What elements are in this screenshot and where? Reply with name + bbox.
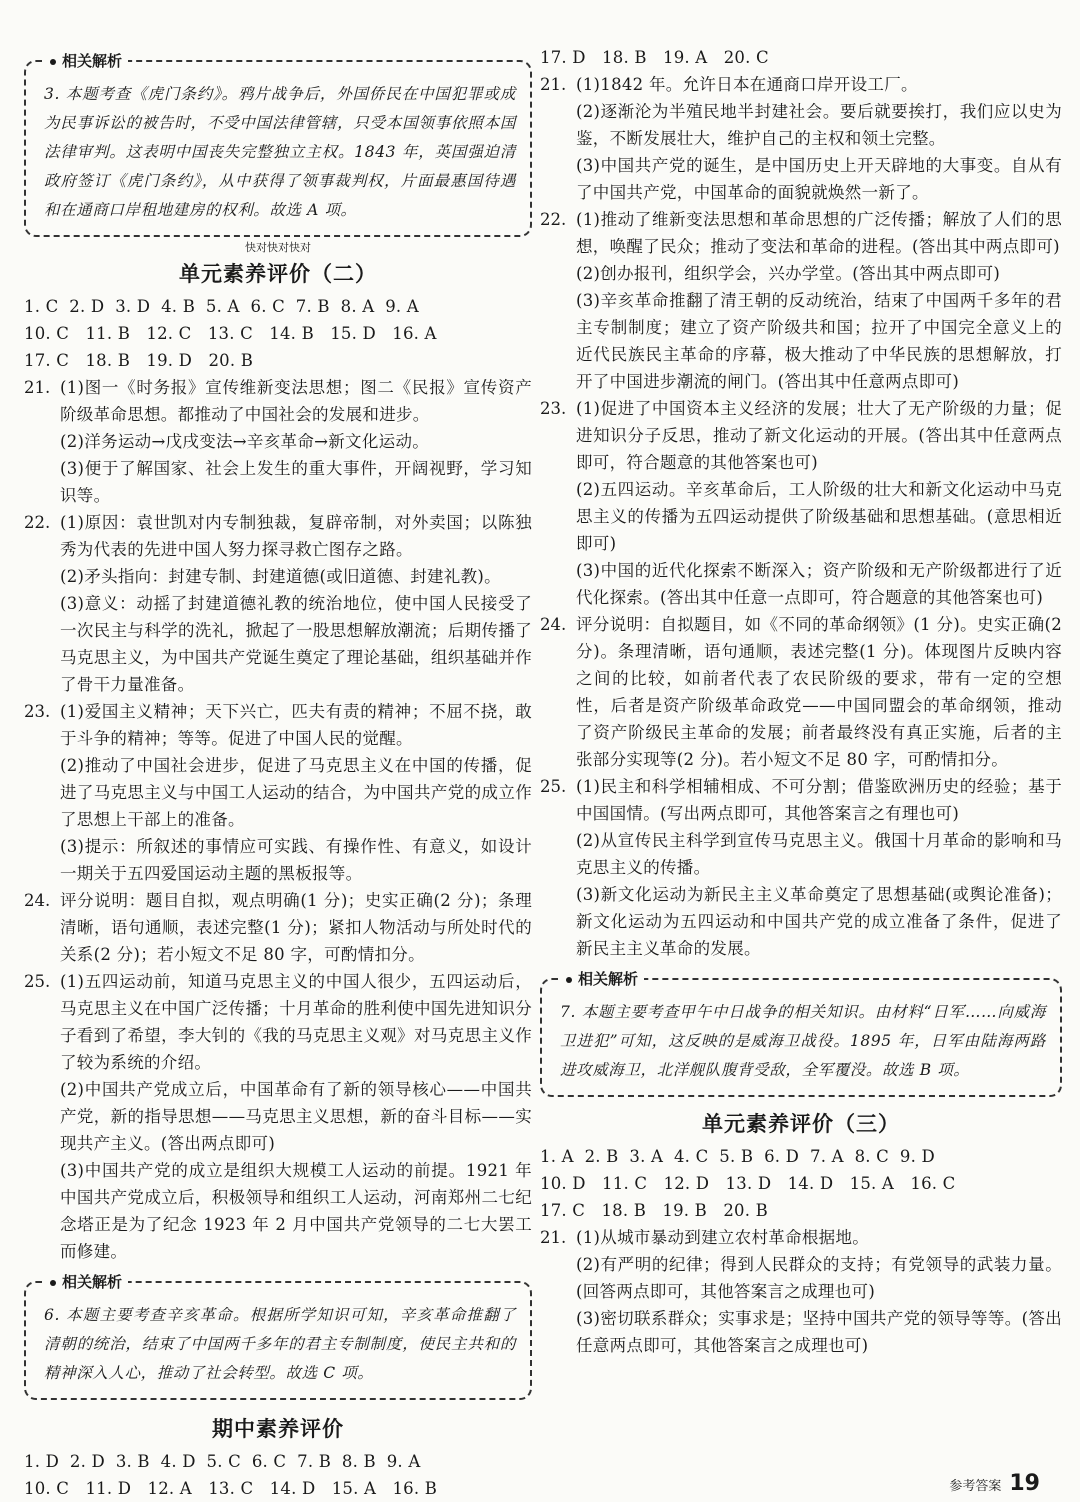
answer-item bbox=[540, 71, 1062, 206]
answer-body bbox=[576, 611, 1062, 773]
section-title-2: 单元素养评价（二） bbox=[179, 262, 377, 286]
analysis-text: 3. 本题考查《虎门条约》。鸦片战争后，外国侨民在中国犯罪或成为民事诉讼的被告时，不受中国法律管辖，只受本国领事依照本国法律审判。这表明中国丧失完整独立主权。1843 年，英国强迫清政府签订《虎门条约》，从中获得了领事裁判权，片面最惠国待遇和在通商口岸租地建房的权利。故选 A 项。 bbox=[44, 85, 516, 219]
mc-line: 1. D 2. D 3. B 4. D 5. C 6. C 7. B 8. B 9. A bbox=[24, 1452, 421, 1471]
question-number: 21. bbox=[540, 75, 567, 94]
answer-line: (2)五四运动。辛亥革命后，工人阶级的壮大和新文化运动中马克思主义的传播为五四运动提供了阶级基础和思想基础。(意思相近即可) bbox=[576, 480, 1062, 553]
mc-line: 10. C 11. D 12. A 13. C 14. D 15. A 16. B bbox=[24, 1479, 438, 1498]
question-number: 22. bbox=[540, 210, 567, 229]
question-number: 23. bbox=[540, 399, 567, 418]
question-number: 21. bbox=[540, 1228, 567, 1247]
answers-list-right bbox=[540, 71, 1062, 962]
answer-line: (1)原因：袁世凯对内专制独裁，复辟帝制，对外卖国；以陈独秀为代表的先进中国人努力探寻救亡图存之路。 bbox=[60, 513, 532, 559]
question-number: 25. bbox=[540, 777, 567, 796]
section-title-3: 单元素养评价（三） bbox=[702, 1112, 900, 1136]
answer-line: (1)五四运动前，知道马克思主义的中国人很少，五四运动后，马克思主义在中国广泛传播；十月革命的胜利使中国先进知识分子看到了希望，李大钊的《我的马克思主义观》对马克思主义作了较为系统的介绍。 bbox=[60, 972, 532, 1072]
answer-line: (3)中国共产党的诞生，是中国历史上开天辟地的大事变。自从有了中国共产党，中国革命的面貌就焕然一新了。 bbox=[576, 156, 1062, 202]
answer-line: (2)有严明的纪律；得到人民群众的支持；有党领导的武装力量。(回答两点即可，其他答案言之成理也可) bbox=[576, 1255, 1062, 1301]
answer-line: (3)辛亥革命推翻了清王朝的反动统治，结束了中国两千多年的君主专制制度；建立了资产阶级共和国；拉开了中国完全意义上的近代民族民主革命的序幕，极大推动了中华民族的思想解放，打开了中国进步潮流的闸门。(答出其中任意两点即可) bbox=[576, 291, 1062, 391]
answer-body bbox=[576, 206, 1062, 395]
mc-line: 1. A 2. B 3. A 4. C 5. B 6. D 7. A 8. C 9. D bbox=[540, 1147, 935, 1166]
question-number: 25. bbox=[24, 972, 51, 991]
answer-line: (1)促进了中国资本主义经济的发展；壮大了无产阶级的力量；促进知识分子反思，推动了新文化运动的开展。(答出其中任意两点即可，符合题意的其他答案也可) bbox=[576, 399, 1062, 472]
answer-body bbox=[576, 1224, 1062, 1359]
answer-body bbox=[576, 71, 1062, 206]
answer-line: (2)创办报刊，组织学会，兴办学堂。(答出其中两点即可) bbox=[576, 264, 1001, 283]
answer-line: (2)从宣传民主科学到宣传马克思主义。俄国十月革命的影响和马克思主义的传播。 bbox=[576, 831, 1062, 877]
answer-line: 评分说明：题目自拟，观点明确(1 分)；史实正确(2 分)；条理清晰，语句通顺，表述完整(1 分)；紧扣人物活动与所处时代的关系(2 分)；若小短文不足 80 字，可酌情扣分。 bbox=[60, 891, 532, 964]
answer-body bbox=[60, 698, 532, 887]
answer-line: (1)1842 年。允许日本在通商口岸开设工厂。 bbox=[576, 75, 918, 94]
mc-line: 17. C 18. B 19. B 20. B bbox=[540, 1201, 768, 1220]
answers-list-3 bbox=[540, 1224, 1062, 1359]
answer-item bbox=[24, 509, 532, 698]
answer-body bbox=[576, 395, 1062, 611]
answers-list-2 bbox=[24, 374, 532, 1265]
answer-line: (3)密切联系群众；实事求是；坚持中国共产党的领导等等。(答出任意两点即可，其他答案言之成理也可) bbox=[576, 1309, 1062, 1355]
question-number: 24. bbox=[24, 891, 51, 910]
mc-answers-midterm bbox=[24, 1448, 532, 1502]
stamp-text: 快对快对快对 bbox=[245, 241, 311, 254]
answer-body bbox=[60, 374, 532, 509]
mc-answers-3 bbox=[540, 1143, 1062, 1224]
answer-line: (3)中国共产党的成立是组织大规模工人运动的前提。1921 年中国共产党成立后，积极领导和组织工人运动，河南郑州二七纪念塔正是为了纪念 1923 年 2 月中国共产党领导的二七大罢工而修建。 bbox=[60, 1161, 532, 1261]
answer-line: (1)推动了维新变法思想和革命思想的广泛传播；解放了人们的思想，唤醒了民众；推动了变法和革命的进程。(答出其中两点即可) bbox=[576, 210, 1062, 256]
mc-line: 17. D 18. B 19. A 20. C bbox=[540, 48, 769, 67]
footer-label: 参考答案 bbox=[949, 1479, 1002, 1494]
answer-line: 评分说明：自拟题目，如《不同的革命纲领》(1 分)。史实正确(2 分)。条理清晰，语句通顺，表述完整(1 分)。体现图片反映内容之间的比较，如前者代表了农民阶级的要求，带有一定的空想性，后者是资产阶级革命政党——中国同盟会的革命纲领，推动了资产阶级民主革命的发展；前者最终没有真正实施，后者的主张部分实现等(2 分)。若小短文不足 80 字，可酌情扣分。 bbox=[576, 615, 1062, 769]
analysis-label: 相关解析 bbox=[560, 968, 644, 990]
bullet-icon bbox=[50, 59, 56, 65]
analysis-text: 7. 本题主要考查甲午中日战争的相关知识。由材料“日军……向威海卫进犯”可知，这反映的是威海卫战役。1895 年，日军由陆海两路进攻威海卫，北洋舰队腹背受敌，全军覆没。故选 B 项。 bbox=[560, 1003, 1046, 1079]
mc-answers-2 bbox=[24, 293, 532, 374]
mc-line: 10. D 11. C 12. D 13. D 14. D 15. A 16. C bbox=[540, 1174, 956, 1193]
answer-line: (1)民主和科学相辅相成、不可分割；借鉴欧洲历史的经验；基于中国国情。(写出两点即可，其他答案言之有理也可) bbox=[576, 777, 1062, 823]
page-footer bbox=[949, 1471, 1040, 1496]
question-number: 21. bbox=[24, 378, 51, 397]
answer-line: (3)中国的近代化探索不断深入；资产阶级和无产阶级都进行了近代化探索。(答出其中任意一点即可，符合题意的其他答案也可) bbox=[576, 561, 1062, 607]
page-number: 19 bbox=[1009, 1471, 1040, 1496]
answer-body bbox=[60, 968, 532, 1265]
answer-item bbox=[540, 395, 1062, 611]
answer-line: (2)推动了中国社会进步，促进了马克思主义在中国的传播，促进了马克思主义与中国工人运动的结合，为中国共产党的成立作了思想上干部上的准备。 bbox=[60, 756, 532, 829]
answer-line: (2)矛头指向：封建专制、封建道德(或旧道德、封建礼教)。 bbox=[60, 567, 501, 586]
left-column bbox=[24, 48, 532, 1502]
analysis-box-1 bbox=[24, 52, 532, 237]
answer-item bbox=[540, 773, 1062, 962]
answer-line: (1)从城市暴动到建立农村革命根据地。 bbox=[576, 1228, 870, 1247]
bullet-icon bbox=[50, 1280, 56, 1286]
analysis-label: 相关解析 bbox=[44, 1271, 128, 1293]
answer-item bbox=[540, 611, 1062, 773]
mc-line: 10. C 11. B 12. C 13. C 14. B 15. D 16. A bbox=[24, 324, 437, 343]
answer-item bbox=[24, 968, 532, 1265]
mc-line: 1. C 2. D 3. D 4. B 5. A 6. C 7. B 8. A 9. A bbox=[24, 297, 419, 316]
mc-line: 17. C 18. B 19. D 20. B bbox=[24, 351, 254, 370]
analysis-box-2 bbox=[24, 1273, 532, 1400]
question-number: 23. bbox=[24, 702, 51, 721]
answer-line: (1)爱国主义精神；天下兴亡，匹夫有责的精神；不屈不挠，敢于斗争的精神；等等。促进了中国人民的觉醒。 bbox=[60, 702, 532, 748]
answer-line: (2)逐渐沦为半殖民地半封建社会。要后就要挨打，我们应以史为鉴，不断发展壮大，维护自己的主权和领土完整。 bbox=[576, 102, 1062, 148]
answer-item bbox=[24, 887, 532, 968]
answer-body bbox=[60, 887, 532, 968]
answer-line: (3)意义：动摇了封建道德礼教的统治地位，使中国人民接受了一次民主与科学的洗礼，掀起了一股思想解放潮流；后期传播了马克思主义，为中国共产党诞生奠定了理论基础，组织基础并作了骨干力量准备。 bbox=[60, 594, 532, 694]
answer-line: (3)提示：所叙述的事情应可实践、有操作性、有意义，如设计一期关于五四爱国运动主题的黑板报等。 bbox=[60, 837, 532, 883]
answer-item bbox=[24, 374, 532, 509]
question-number: 24. bbox=[540, 615, 567, 634]
question-number: 22. bbox=[24, 513, 51, 532]
answer-line: (2)洋务运动→戊戌变法→辛亥革命→新文化运动。 bbox=[60, 432, 430, 451]
answer-line: (3)新文化运动为新民主主义革命奠定了思想基础(或舆论准备)；新文化运动为五四运动和中国共产党的成立准备了条件，促进了新民主主义革命的发展。 bbox=[576, 885, 1062, 958]
answer-item bbox=[540, 1224, 1062, 1359]
answer-item bbox=[24, 698, 532, 887]
analysis-box-3 bbox=[540, 970, 1062, 1097]
section-title-midterm: 期中素养评价 bbox=[212, 1417, 344, 1441]
answer-body bbox=[576, 773, 1062, 962]
bullet-icon bbox=[566, 977, 572, 983]
right-column bbox=[540, 44, 1062, 1359]
analysis-label: 相关解析 bbox=[44, 50, 128, 72]
analysis-text: 6. 本题主要考查辛亥革命。根据所学知识可知，辛亥革命推翻了清朝的统治，结束了中国两千多年的君主专制制度，使民主共和的精神深入人心，推动了社会转型。故选 C 项。 bbox=[44, 1306, 516, 1382]
answer-body bbox=[60, 509, 532, 698]
answer-item bbox=[540, 206, 1062, 395]
answer-line: (3)便于了解国家、社会上发生的重大事件，开阔视野，学习知识等。 bbox=[60, 459, 532, 505]
answer-line: (2)中国共产党成立后，中国革命有了新的领导核心——中国共产党，新的指导思想——马克思主义思想，新的奋斗目标——实现共产主义。(答出两点即可) bbox=[60, 1080, 532, 1153]
answer-line: (1)图一《时务报》宣传维新变法思想；图二《民报》宣传资产阶级革命思想。都推动了中国社会的发展和进步。 bbox=[60, 378, 532, 424]
